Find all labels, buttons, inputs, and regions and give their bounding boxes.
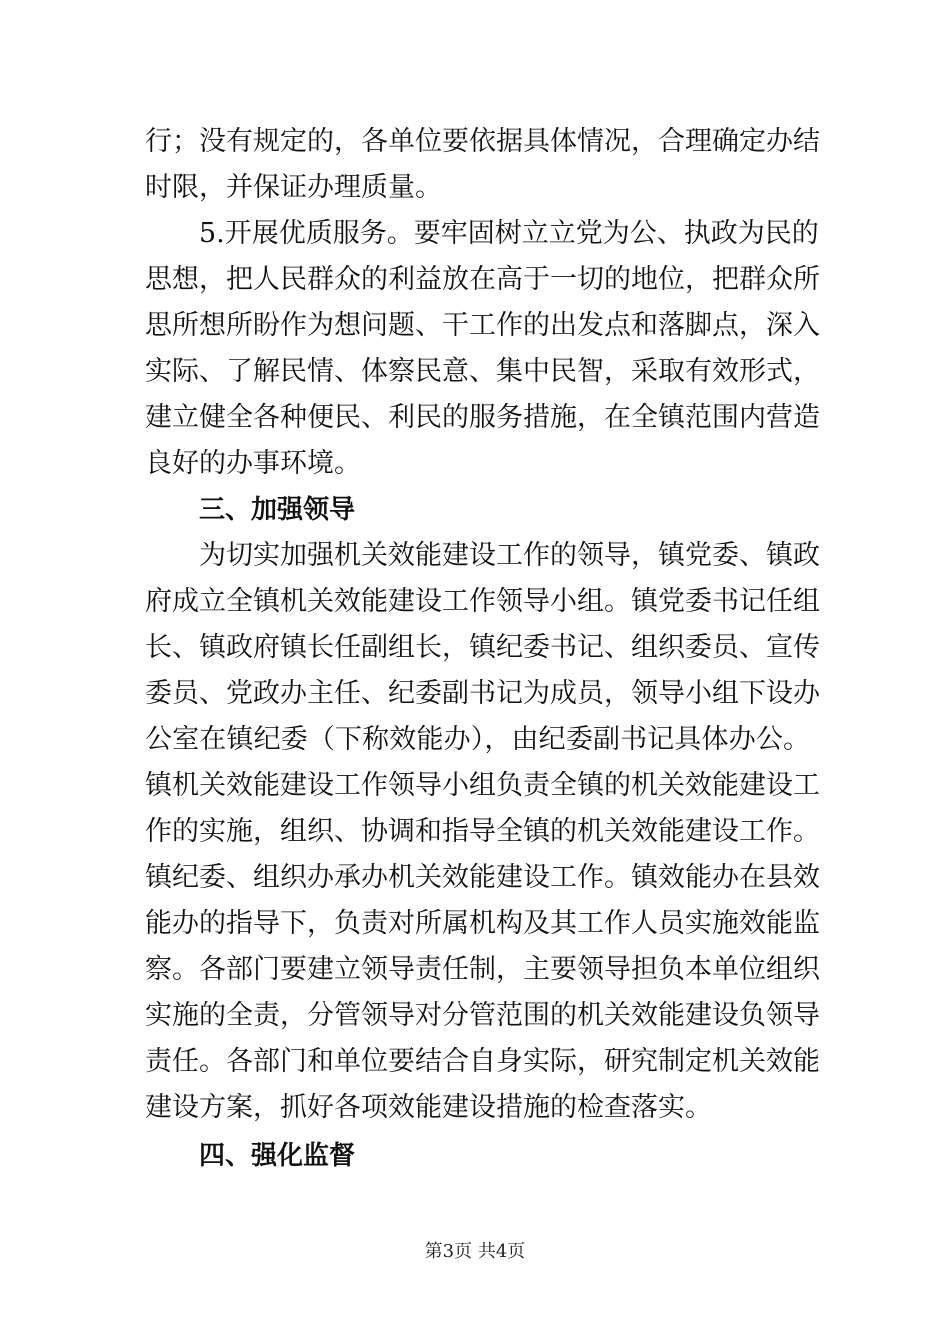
text-line: 良好的办事环境。 xyxy=(145,448,361,479)
text-line: 察。各部门要建立领导责任制，主要领导担负本单位组织 xyxy=(145,954,820,985)
list-item-5-first-line: 5.开展优质服务。要牢固树立立党为公、执政为民的 xyxy=(199,218,819,249)
text-line: 责任。各部门和单位要结合自身实际，研究制定机关效能 xyxy=(145,1046,820,1077)
section-heading: 三、加强领导 xyxy=(199,495,356,525)
text-line: 思想，把人民群众的利益放在高于一切的地位，把群众所 xyxy=(145,264,820,295)
text-line: 时限，并保证办理质量。 xyxy=(145,172,442,203)
text-line: 能办的指导下，负责对所属机构及其工作人员实施效能监 xyxy=(145,908,820,939)
text-line: 实施的全责，分管领导对分管范围的机关效能建设负领导 xyxy=(145,1000,820,1031)
text-line: 公室在镇纪委（下称效能办），由纪委副书记具体办公。 xyxy=(145,724,810,755)
text-line: 委员、党政办主任、纪委副书记为成员，领导小组下设办 xyxy=(145,678,820,709)
text-line: 思所想所盼作为想问题、干工作的出发点和落脚点，深入 xyxy=(145,310,820,341)
text-line: 建设方案，抓好各项效能建设措施的检查落实。 xyxy=(145,1092,712,1123)
text-line: 镇机关效能建设工作领导小组负责全镇的机关效能建设工 xyxy=(145,770,820,801)
section-heading: 四、强化监督 xyxy=(199,1141,356,1171)
text-line: 行；没有规定的，各单位要依据具体情况，合理确定办结 xyxy=(145,126,820,157)
text-line: 府成立全镇机关效能建设工作领导小组。镇党委书记任组 xyxy=(145,586,820,617)
text-line: 建立健全各种便民、利民的服务措施，在全镇范围内营造 xyxy=(145,402,820,433)
text-line: 实际、了解民情、体察民意、集中民智，采取有效形式， xyxy=(145,356,820,387)
text-line: 长、镇政府镇长任副组长，镇纪委书记、组织委员、宣传 xyxy=(145,632,820,663)
page-number-footer: 第3页 共4页 xyxy=(424,1241,526,1262)
text-line: 镇纪委、组织办承办机关效能建设工作。镇效能办在县效 xyxy=(145,862,820,893)
text-line: 作的实施，组织、协调和指导全镇的机关效能建设工作。 xyxy=(145,816,820,847)
paragraph-first-line: 为切实加强机关效能建设工作的领导，镇党委、镇政 xyxy=(199,540,820,571)
